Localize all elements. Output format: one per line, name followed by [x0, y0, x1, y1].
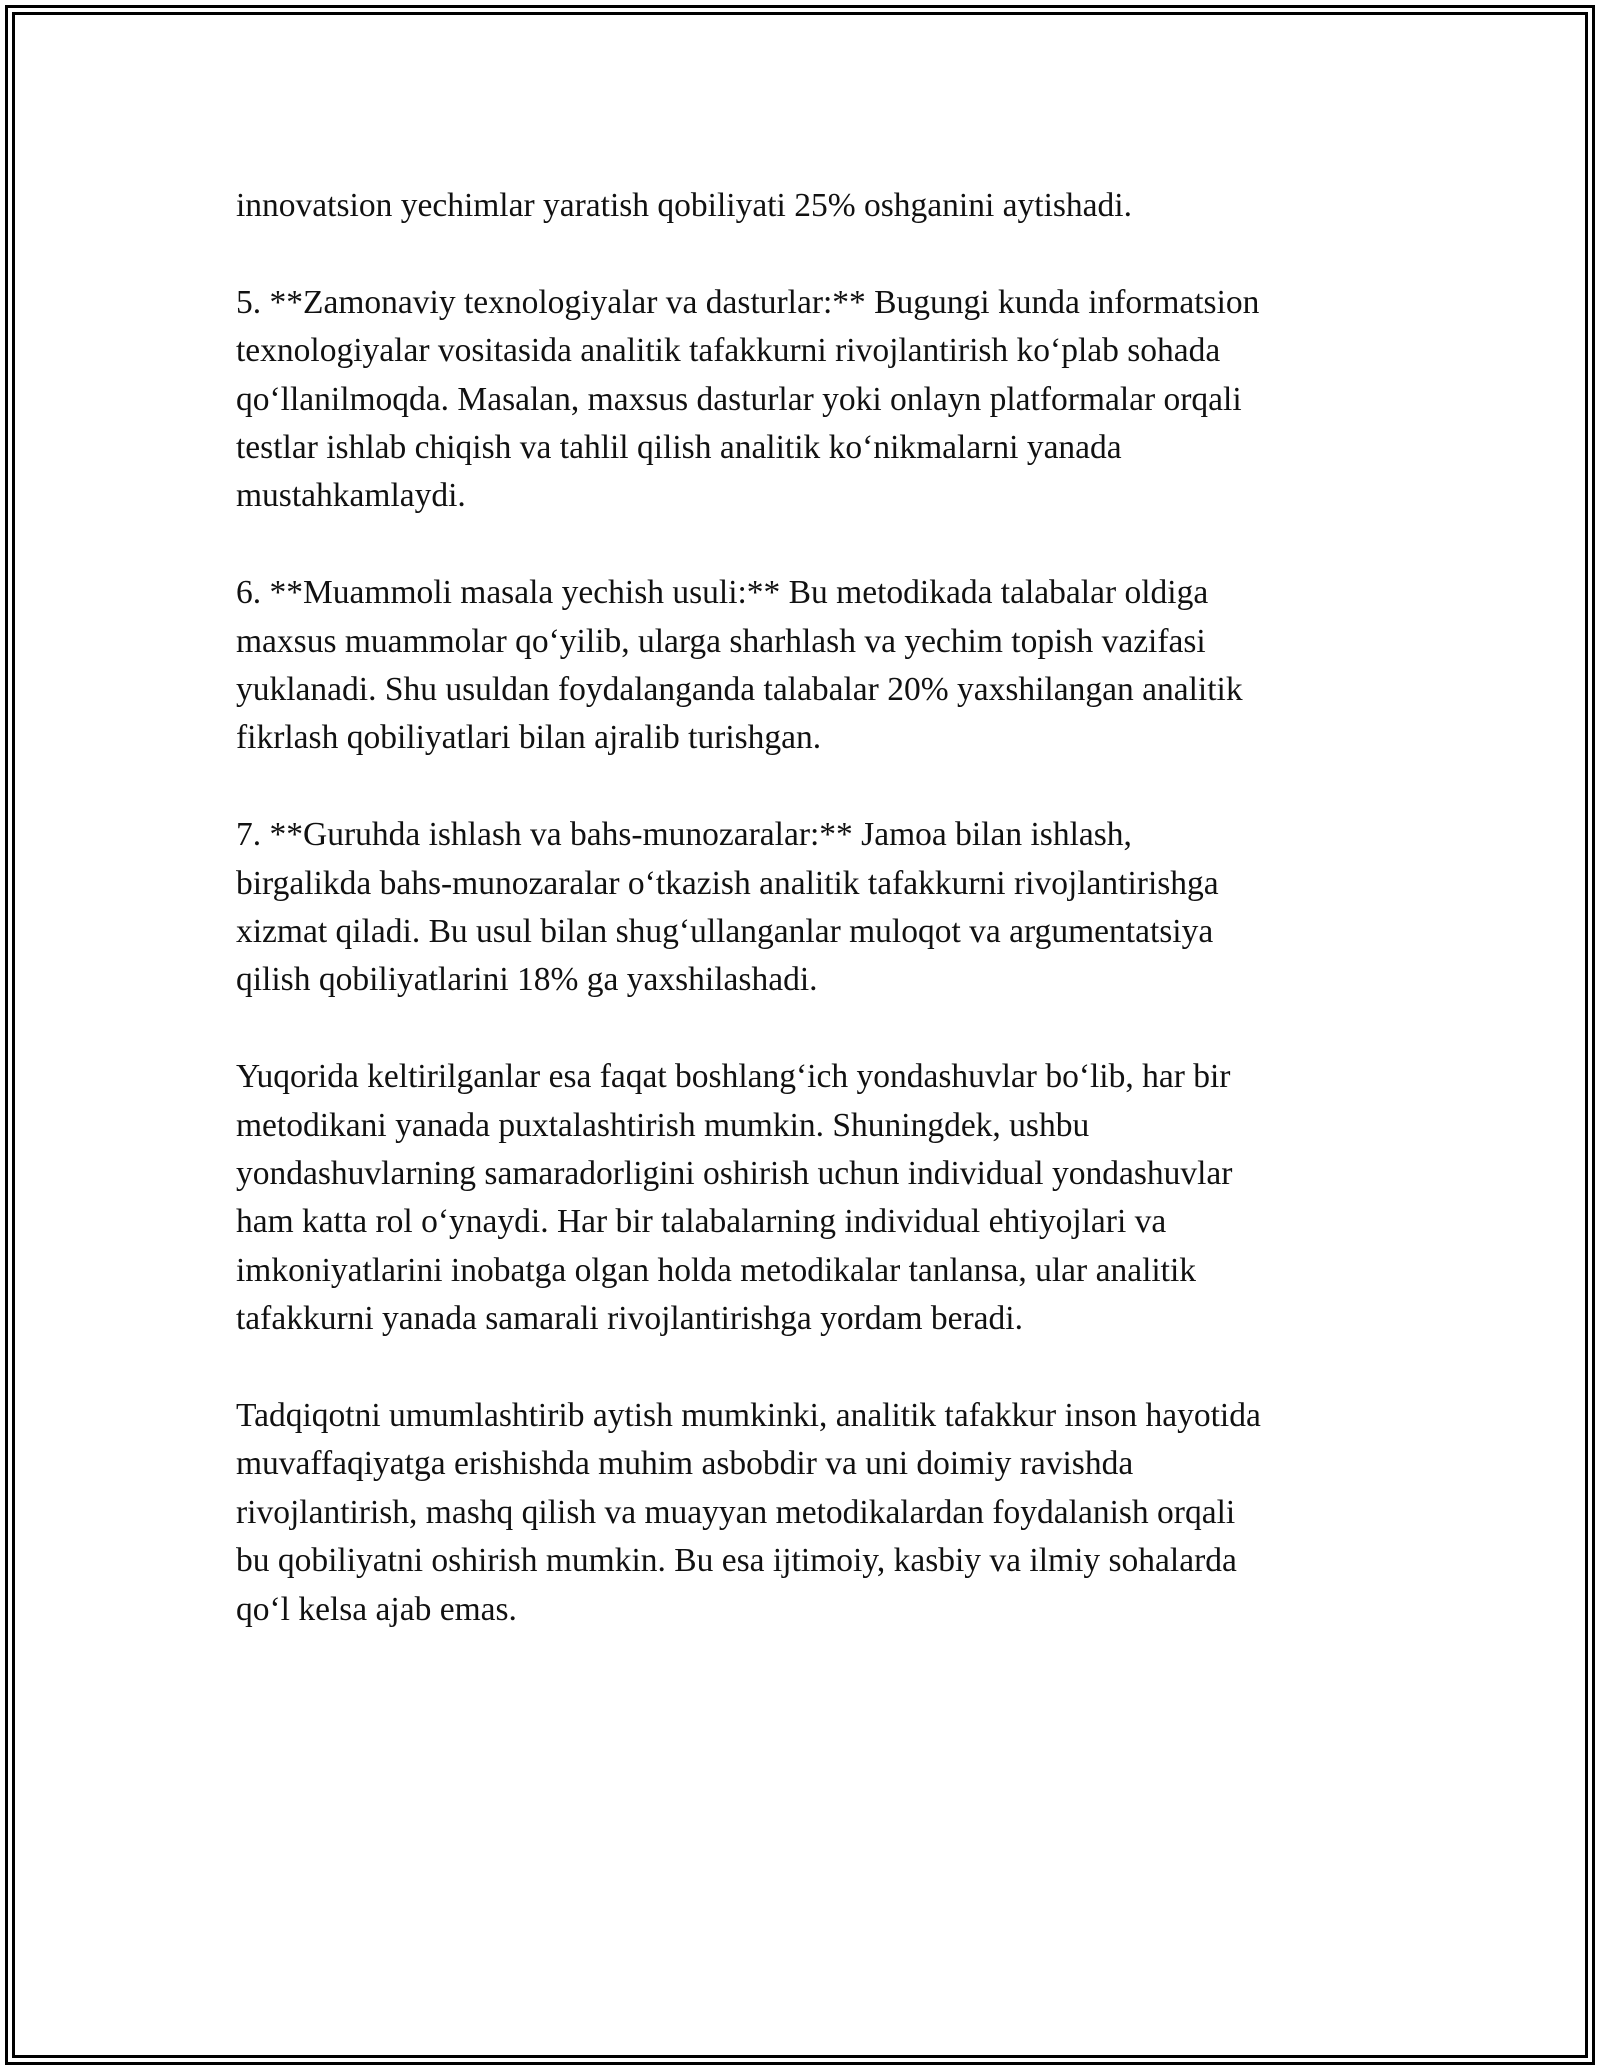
text-line: qilish qobiliyatlarini 18% ga yaxshilashadi. — [236, 961, 818, 999]
text-line: Tadqiqotni umumlashtirib aytish mumkinki, analitik tafakkur inson hayotida — [236, 1397, 1261, 1435]
text-line: mustahkamlaydi. — [236, 477, 466, 515]
text-line: metodikani yanada puxtalashtirish mumkin. Shuningdek, ushbu — [236, 1106, 1090, 1144]
text-line: 7. **Guruhda ishlash va bahs-munozaralar:** Jamoa bilan ishlash, — [236, 816, 1132, 854]
text-line: fikrlash qobiliyatlari bilan ajralib turishgan. — [236, 719, 822, 757]
text-line: maxsus muammolar qo‘yilib, ularga sharhlash va yechim topish vazifasi — [236, 622, 1206, 660]
paragraph-summary — [236, 1053, 1372, 1343]
text-line: ham katta rol o‘ynaydi. Har bir talabalarning individual ehtiyojlari va — [236, 1203, 1167, 1241]
text-line: rivojlantirish, mashq qilish va muayyan metodikalardan foydalanish orqali — [236, 1493, 1236, 1531]
text-line: birgalikda bahs-munozaralar o‘tkazish analitik tafakkurni rivojlantirishga — [236, 864, 1219, 902]
paragraph-item-5 — [236, 279, 1372, 521]
text-line: 6. **Muammoli masala yechish usuli:** Bu metodikada talabalar oldiga — [236, 574, 1209, 612]
text-line: Yuqorida keltirilganlar esa faqat boshlang‘ich yondashuvlar bo‘lib, har bir — [236, 1058, 1231, 1096]
text-line: qo‘l kelsa ajab emas. — [236, 1590, 517, 1628]
text-line: muvaffaqiyatga erishishda muhim asbobdir va uni doimiy ravishda — [236, 1445, 1134, 1483]
text-line: xizmat qiladi. Bu usul bilan shug‘ullanganlar muloqot va argumentatsiya — [236, 913, 1214, 951]
text-line: qo‘llanilmoqda. Masalan, maxsus dasturlar yoki onlayn platformalar orqali — [236, 380, 1242, 418]
paragraph-conclusion — [236, 1392, 1372, 1634]
paragraph-item-6 — [236, 569, 1372, 763]
text-line: imkoniyatlarini inobatga olgan holda metodikalar tanlansa, ular analitik — [236, 1251, 1197, 1289]
document-body — [236, 182, 1372, 1683]
text-line: testlar ishlab chiqish va tahlil qilish analitik ko‘nikmalarni yanada — [236, 429, 1122, 467]
paragraph-item-7 — [236, 811, 1372, 1005]
text-line: tafakkurni yanada samarali rivojlantirishga yordam beradi. — [236, 1300, 1023, 1338]
text-line: innovatsion yechimlar yaratish qobiliyati 25% oshganini aytishadi. — [236, 187, 1132, 224]
text-line: bu qobiliyatni oshirish mumkin. Bu esa ijtimoiy, kasbiy va ilmiy sohalarda — [236, 1542, 1237, 1580]
text-line: yuklanadi. Shu usuldan foydalanganda talabalar 20% yaxshilangan analitik — [236, 671, 1243, 709]
text-line: 5. **Zamonaviy texnologiyalar va dasturlar:** Bugungi kunda informatsion — [236, 283, 1260, 321]
text-line: yondashuvlarning samaradorligini oshirish uchun individual yondashuvlar — [236, 1155, 1233, 1193]
text-line: texnologiyalar vositasida analitik tafakkurni rivojlantirish ko‘plab sohada — [236, 332, 1221, 370]
paragraph-intro-continuation — [236, 182, 1372, 230]
